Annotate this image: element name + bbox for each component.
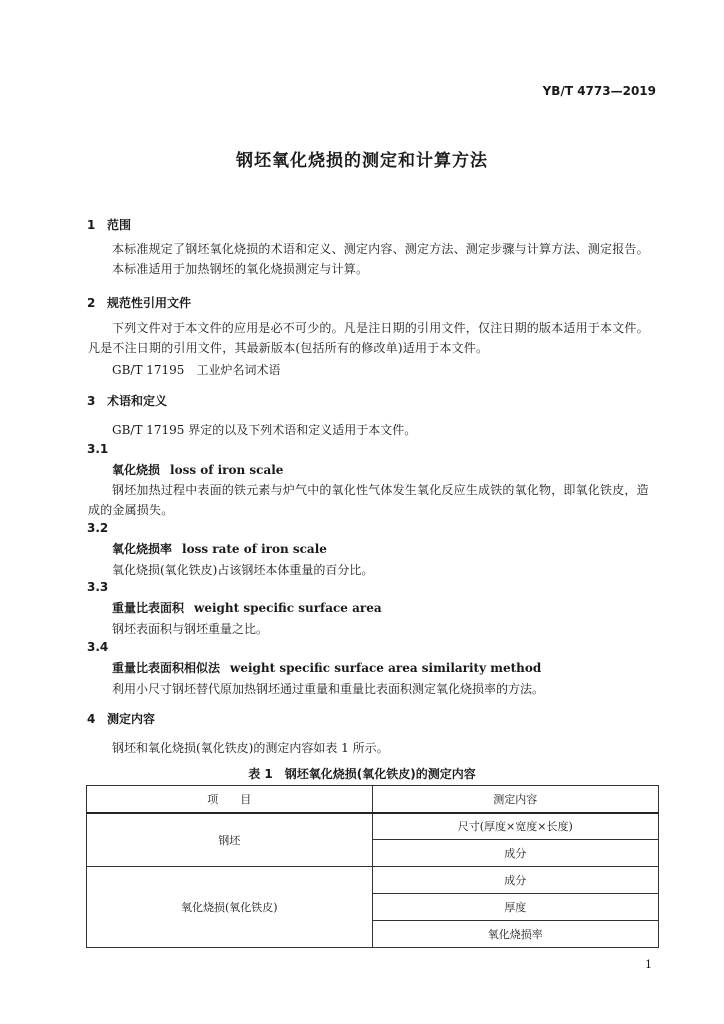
section-number: 4 — [87, 712, 96, 726]
section-number: 1 — [87, 218, 96, 232]
term-heading — [112, 461, 283, 478]
section-3-heading — [87, 392, 167, 409]
term-definition: 钢坯加热过程中表面的铁元素与炉气中的氧化性气体发生氧化反应生成铁的氧化物，即氧化铁皮，造成的金属损失。 — [88, 483, 649, 517]
column-header-content: 测定内容 — [372, 786, 658, 813]
section-title: 测定内容 — [107, 712, 156, 726]
section-3-intro: GB/T 17195 界定的以及下列术语和定义适用于本文件。 — [112, 423, 417, 437]
section-2-heading — [87, 294, 191, 311]
term-heading — [112, 540, 327, 557]
content-cell: 氧化烧损率 — [372, 921, 658, 948]
term-english: weight specific surface area — [194, 601, 382, 615]
term-definition: 钢坯表面积与钢坯重量之比。 — [112, 622, 269, 636]
section-title: 规范性引用文件 — [107, 296, 192, 310]
standard-code: YB/T 4773—2019 — [542, 84, 656, 98]
content-cell: 厚度 — [372, 894, 658, 921]
column-header-item: 项 目 — [87, 786, 373, 813]
normative-reference: GB/T 17195 工业炉名词术语 — [112, 363, 281, 377]
section-1-paragraph: 本标准适用于加热钢坯的氧化烧损测定与计算。 — [112, 262, 369, 276]
item-cell: 氧化烧损(氧化铁皮) — [87, 867, 373, 948]
table-row — [87, 867, 659, 894]
content-cell: 成分 — [372, 840, 658, 867]
table-row — [87, 813, 659, 840]
term-english: weight specific surface area similarity method — [230, 661, 542, 675]
section-title: 范围 — [107, 218, 132, 232]
term-english: loss rate of iron scale — [182, 542, 327, 556]
clause-number: 3.3 — [87, 580, 109, 594]
document-title: 钢坯氧化烧损的测定和计算方法 — [236, 151, 488, 171]
term-definition: 利用小尺寸钢坯替代原加热钢坯通过重量和重量比表面积测定氧化烧损率的方法。 — [112, 682, 545, 696]
clause-number: 3.4 — [87, 640, 109, 654]
section-4-intro: 钢坯和氧化烧损(氧化铁皮)的测定内容如表 1 所示。 — [112, 741, 389, 755]
measurement-content-table — [86, 785, 659, 948]
page-number: 1 — [645, 958, 652, 971]
content-cell: 成分 — [372, 867, 658, 894]
section-2-paragraph: 下列文件对于本文件的应用是必不可少的。凡是注日期的引用文件，仅注日期的版本适用于本文件。凡是不注日期的引用文件，其最新版本(包括所有的修改单)适用于本文件。 — [88, 321, 649, 355]
clause-number: 3.1 — [87, 442, 109, 456]
term-definition: 氧化烧损(氧化铁皮)占该钢坯本体重量的百分比。 — [112, 563, 374, 577]
item-cell: 钢坯 — [87, 813, 373, 867]
section-4-heading — [87, 710, 155, 727]
term-english: loss of iron scale — [170, 463, 284, 477]
term-chinese: 重量比表面积 — [112, 601, 185, 615]
term-chinese: 氧化烧损 — [112, 463, 161, 477]
section-title: 术语和定义 — [107, 394, 168, 408]
clause-number: 3.2 — [87, 521, 109, 535]
term-heading — [112, 599, 382, 616]
term-chinese: 氧化烧损率 — [112, 542, 173, 556]
term-heading — [112, 659, 541, 676]
content-cell: 尺寸(厚度×宽度×长度) — [372, 813, 658, 840]
table-caption: 表 1 钢坯氧化烧损(氧化铁皮)的测定内容 — [248, 767, 476, 781]
section-number: 2 — [87, 296, 96, 310]
section-number: 3 — [87, 394, 96, 408]
term-chinese: 重量比表面积相似法 — [112, 661, 221, 675]
table-header-row — [87, 786, 659, 813]
section-1-heading — [87, 216, 131, 233]
section-1-paragraph: 本标准规定了钢坯氧化烧损的术语和定义、测定内容、测定方法、测定步骤与计算方法、测定报告。 — [112, 242, 649, 256]
